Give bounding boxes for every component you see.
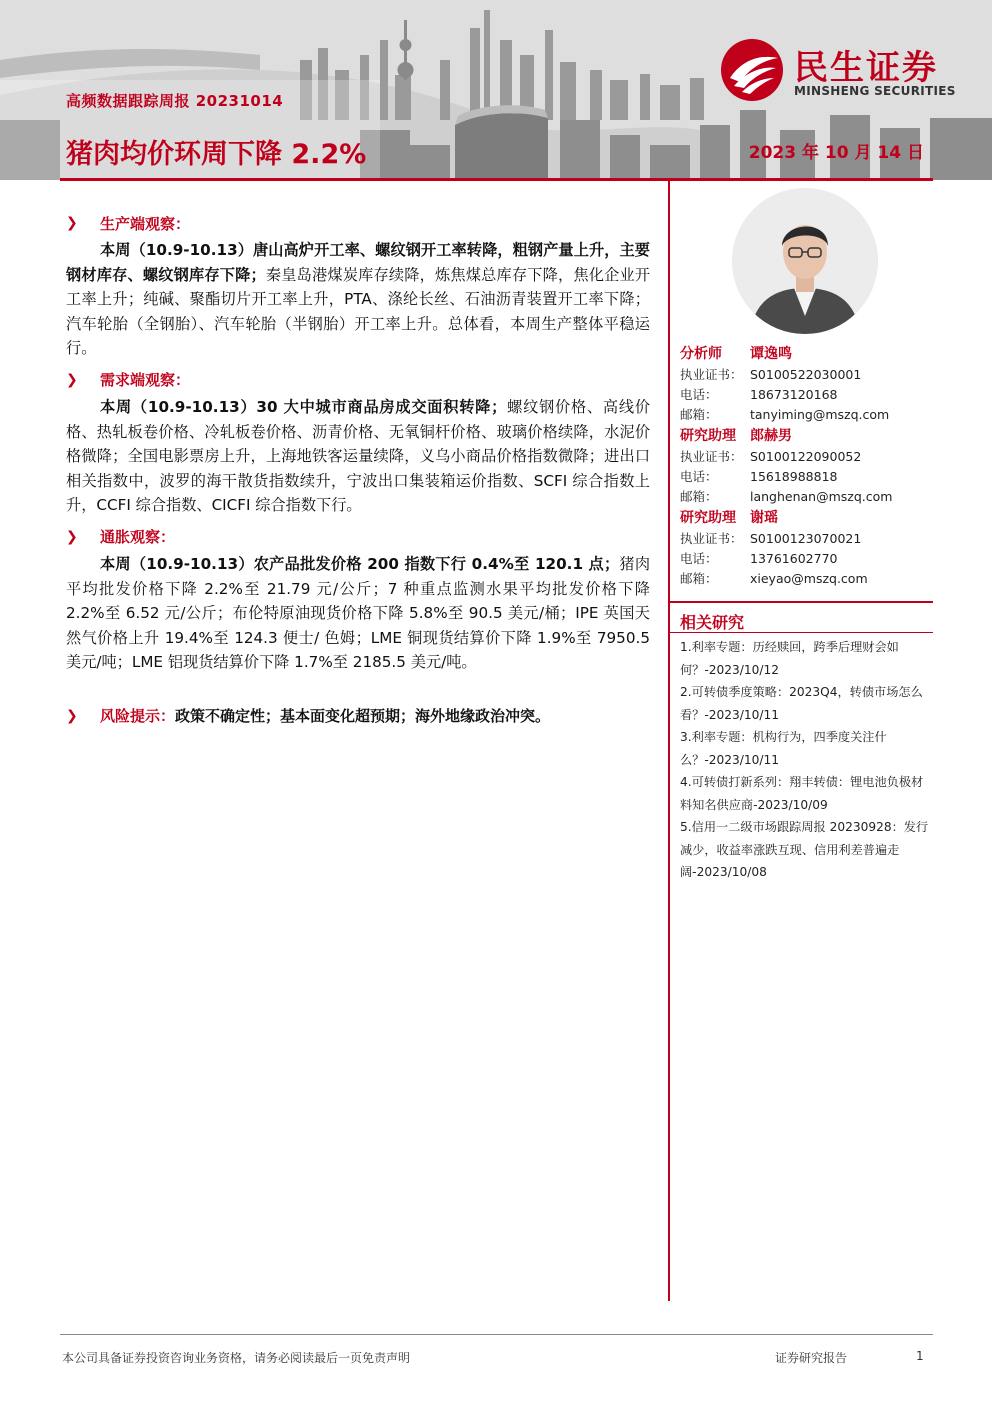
cert-label: 执业证书：	[680, 531, 743, 546]
analyst-role: 研究助理	[680, 510, 736, 526]
section-highlight: 本周（10.9-10.13）农产品批发价格 200 指数下行 0.4%至 120.1 点；	[100, 554, 620, 573]
phone-label: 电话：	[680, 469, 718, 484]
footer-report-type: 证券研究报告	[775, 1351, 848, 1365]
company-logo	[720, 38, 960, 102]
related-research-item[interactable]: 5.信用一二级市场跟踪周报 20230928：发行减少，收益率涨跌互现、信用利差普遍走阔-2023/10/08	[680, 820, 929, 879]
section-paragraph	[66, 238, 650, 361]
chevron-right-icon: ❯	[66, 528, 78, 545]
section-highlight: 本周（10.9-10.13）30 大中城市商品房成交面积转降；	[100, 397, 507, 416]
cert-number: S0100522030001	[750, 366, 862, 382]
page-number: 1	[916, 1349, 924, 1363]
email-label: 邮箱：	[680, 407, 718, 422]
report-series: 高频数据跟踪周报 20231014	[66, 92, 284, 110]
main-content	[66, 206, 650, 729]
email-address[interactable]: tanyiming@mszq.com	[750, 406, 890, 422]
analyst-photo	[732, 188, 878, 334]
section-inflation	[66, 524, 650, 675]
section-body: 螺纹钢价格、高线价格、热轧板卷价格、冷轧板卷价格、沥青价格、无氧铜杆价格、玻璃价格续降，水泥价格微降；全国电影票房上升，上海地铁客运量续降，义乌小商品价格指数微降；进出口相关指数中，波罗的海干散货指数续升，宁波出口集装箱运价指数、SCFI 综合指数上升，CCFI 综合指数、CICFI 综合指数下行。	[66, 397, 651, 515]
footer-divider	[60, 1334, 933, 1335]
section-highlight: 本周（10.9-10.13）唐山高炉开工率、螺纹钢开工率转降，粗钢产量上升，主要钢材库存、螺纹钢库存下降；	[66, 241, 650, 284]
email-address[interactable]: langhenan@mszq.com	[750, 488, 893, 504]
analyst-list	[680, 342, 932, 588]
risk-text: 政策不确定性；基本面变化超预期；海外地缘政治冲突。	[175, 707, 551, 726]
section-body: 秦皇岛港煤炭库存续降，炼焦煤总库存下降，焦化企业开工率上升；纯碱、聚酯切片开工率上升，PTA、涤纶长丝、石油沥青装置开工率下降；汽车轮胎（全钢胎）、汽车轮胎（半钢胎）开工率上升。总体看，本周生产整体平稳运行。	[66, 265, 651, 358]
email-address[interactable]: xieyao@mszq.com	[750, 570, 868, 586]
logo-name-en: MINSHENG SECURITIES	[794, 84, 956, 98]
cert-label: 执业证书：	[680, 449, 743, 464]
report-title: 猪肉均价环周下降 2.2%	[66, 139, 367, 170]
section-demand	[66, 367, 650, 518]
related-research-item[interactable]: 3.利率专题：机构行为，四季度关注什么？-2023/10/11	[680, 730, 887, 767]
chevron-right-icon: ❯	[66, 707, 78, 724]
analyst-card	[680, 342, 932, 424]
analyst-card	[680, 424, 932, 506]
footer-disclaimer: 本公司具备证券投资咨询业务资格，请务必阅读最后一页免责声明	[62, 1351, 411, 1365]
analyst-name: 谢瑶	[750, 510, 778, 526]
related-research-item[interactable]: 4.可转债打新系列：翔丰转债：锂电池负极材料知名供应商-2023/10/09	[680, 775, 924, 812]
chevron-right-icon: ❯	[66, 215, 78, 231]
logo-name-cn: 民生证券	[794, 48, 938, 88]
avatar	[732, 188, 878, 334]
header-banner	[0, 0, 992, 180]
section-label: 需求端观察：	[100, 371, 191, 390]
email-label: 邮箱：	[680, 489, 718, 504]
analyst-name: 郎赫男	[750, 428, 792, 444]
phone-label: 电话：	[680, 387, 718, 402]
analyst-name: 谭逸鸣	[750, 346, 792, 362]
minsheng-logo-icon	[720, 38, 786, 102]
analyst-role: 研究助理	[680, 428, 736, 444]
phone-number: 15618988818	[750, 468, 838, 484]
report-date: 2023 年 10 月 14 日	[748, 143, 924, 163]
section-label: 通胀观察：	[100, 528, 176, 547]
related-research-list	[680, 636, 930, 884]
cert-number: S0100123070021	[750, 530, 862, 546]
header-divider	[60, 178, 933, 181]
phone-label: 电话：	[680, 551, 718, 566]
phone-number: 13761602770	[750, 550, 838, 566]
related-research-item[interactable]: 1.利率专题：历经赎回，跨季后理财会如何？-2023/10/12	[680, 640, 899, 677]
related-research-item[interactable]: 2.可转债季度策略：2023Q4，转债市场怎么看？-2023/10/11	[680, 685, 923, 722]
section-production	[66, 210, 650, 361]
column-divider	[668, 181, 670, 1301]
section-paragraph	[66, 552, 650, 675]
risk-warning	[66, 703, 650, 729]
related-research-title: 相关研究	[680, 613, 745, 632]
section-body: 猪肉平均批发价格下降 2.2%至 21.79 元/公斤；7 种重点监测水果平均批发价格下降 2.2%至 6.52 元/公斤；布伦特原油现货价格下降 5.8%至 90.5 美元/桶；IPE 英国天然气价格上升 19.4%至 124.3 便士/ 色姆；LME 铜现货结算价下降 1.9%至 7950.5 美元/吨；LME 铝现货结算价下降 1.7%至 2185.5 美元/吨。	[66, 554, 651, 672]
risk-label: 风险提示：	[100, 707, 176, 726]
section-label: 生产端观察：	[100, 214, 191, 233]
analyst-card	[680, 506, 932, 588]
chevron-right-icon: ❯	[66, 371, 78, 388]
phone-number: 18673120168	[750, 386, 838, 402]
section-paragraph	[66, 395, 650, 518]
cert-label: 执业证书：	[680, 367, 743, 382]
cert-number: S0100122090052	[750, 448, 862, 464]
related-divider-top	[670, 601, 933, 603]
email-label: 邮箱：	[680, 571, 718, 586]
related-divider-bottom	[670, 632, 933, 633]
analyst-role: 分析师	[680, 346, 722, 362]
